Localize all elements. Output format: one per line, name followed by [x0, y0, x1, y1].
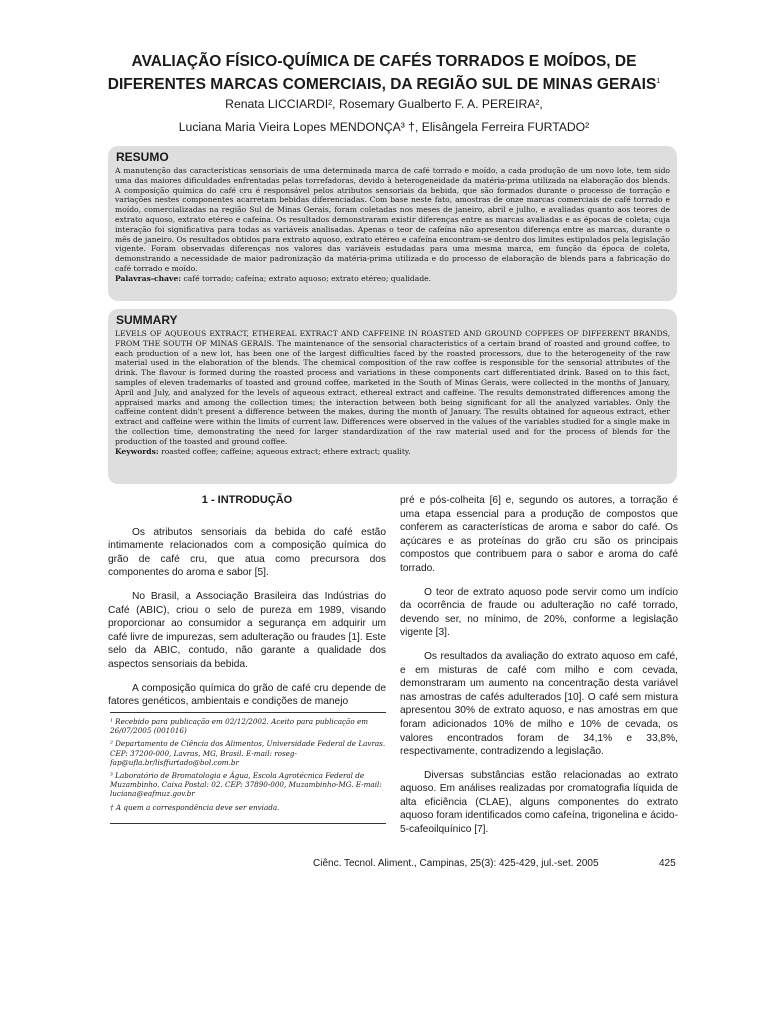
- page-number: 425: [659, 858, 676, 869]
- footnotes-divider: [110, 823, 386, 824]
- summary-box: [108, 309, 677, 484]
- title-footnote-mark: 1: [656, 78, 661, 85]
- right-paragraph-4: Diversas substâncias estão relacionadas ao extrato aquoso. Em análises realizadas por cromatografia líquida de alta eficiência (CLAE), alguns componentes do extrato aquoso foram identificados como cafeína, trigonelina e ácido-5-cafeoilquínico [7].: [400, 769, 678, 836]
- resumo-heading: RESUMO: [116, 150, 169, 164]
- left-paragraph-2: No Brasil, a Associação Brasileira das Indústrias do Café (ABIC), criou o selo de pureza em 1989, visando proporcionar ao consumidor a segurança em adquirir um café livre de impurezas, sem adulteração ou fraudes [1]. Este selo da ABIC, contudo, não garante a qualidade dos aspectos sensoriais da bebida.: [108, 590, 386, 670]
- title-line-1: AVALIAÇÃO FÍSICO-QUÍMICA DE CAFÉS TORRADOS E MOÍDOS, DE: [131, 53, 637, 70]
- summary-keywords: [108, 447, 677, 457]
- journal-citation: Ciênc. Tecnol. Aliment., Campinas, 25(3): 425-429, jul.-set. 2005: [313, 858, 599, 869]
- resumo-keywords: [108, 274, 677, 284]
- resumo-box: [108, 146, 677, 301]
- title-line-2: DIFERENTES MARCAS COMERCIAIS, DA REGIÃO SUL DE MINAS GERAIS$^1$: [107, 76, 661, 94]
- left-paragraph-3: A composição química do grão de café cru depende de fatores genéticos, ambientais e condições de manejo: [108, 682, 386, 708]
- right-paragraph-1: pré e pós-colheita [6] e, segundo os autores, a torração é uma etapa essencial para a produção de compostos que conferem as características de aroma e sabor do café. Os açúcares e as proteínas do grão cru são os principais compostos que contribuem para o sabor e aroma do café torrado.: [400, 495, 678, 574]
- footnote-4: † A quem a correspondência deve ser enviada.: [110, 802, 280, 812]
- right-column: [400, 494, 678, 847]
- section-heading-introducao: 1 - INTRODUÇÃO: [201, 494, 293, 506]
- paper-title: [60, 52, 708, 95]
- left-paragraph-1: Os atributos sensoriais da bebida do café estão intimamente relacionados com a composição química do grão de café cru, que atua como precursora dos componentes do aroma e sabor [5].: [108, 526, 386, 579]
- authors-line-2: Luciana Maria Vieira Lopes MENDONÇA³ †, Elisângela Ferreira FURTADO²: [178, 120, 590, 134]
- resumo-body: A manutenção das características sensoriais de uma determinada marca de café torrado e moído, a cada produção de um novo lote, tem sido uma das maiores dificuldades enfrentadas pelas torrefadoras, devido à heterogeneidade da matéria-prima utilizada na elaboração dos blends. A composição química do café cru é responsável pelos atributos sensoriais da bebida, que são formados durante o processo de torração e variações nestes componentes acarretam bebidas diferenciadas. Com base neste fato, amostras de onze marcas comerciais de café torrado e moído, comercializadas na região Sul de Minas Gerais, foram coletadas nos meses de janeiro, abril e julho, e avaliadas quanto aos teores de extrato aquoso, extrato etéreo e cafeína. Os resultados demonstraram existir diferenças entre as marcas avaliadas e as épocas de coleta; cuja interação foi significativa para todas as variáveis analisadas. Apenas o teor de cafeína não apresentou diferença entre as marcas, durante o mês de janeiro. Os resultados obtidos para extrato aquoso, extrato etéreo e cafeína encontram-se dentro dos limites estipulados pela legislação vigente. Foram observadas diferenças nos valores das variáveis estudadas para uma mesma marca, em função da época de coleta, demonstrando a necessidade de maior padronização da matéria-prima utilizada e do processo de elaboração de blends para a fabricação do café torrado e moído.: [115, 166, 670, 273]
- resumo-keywords-label: Palavras-chave:: [115, 273, 182, 283]
- resumo-keywords-text: café torrado; cafeína; extrato aquoso; extrato etéreo; qualidade.: [183, 273, 432, 283]
- summary-body: LEVELS OF AQUEOUS EXTRACT, ETHEREAL EXTRACT AND CAFFEINE IN ROASTED AND GROUND COFFEES OF DIFFERENT BRANDS, FROM THE SOUTH OF MINAS GERAIS. The maintenance of the sensorial characteristics of a certain brand of roasted and ground coffee, to each production of a new lot, has been one of the largest difficulties faced by the roasted processors, due to the heterogeneity of the raw material used in the elaboration of the blends. The chemical composition of the raw coffee is responsible for the sensorial attributes of the drink. The flavour is formed during the roasted process and variations in these components cart differentiated drink. Based on to this fact, samples of eleven trademarks of toasted and ground coffee, marketed in the South of Minas Gerais, were collected in the months of January, April and July, and analyzed for the levels of aqueous extract, ethereal extract and caffeine. The results demonstrated differences among the appraised marks and among the collection times; the interaction between both being significant for all the analyzed variables. Only the caffeine content didn't present a difference between the makes, during the month of January. The results obtained for aqueous extract, ether extract and caffeine were within the limits of current law. Differences were observed in the values of the variables studied for a single make in the collection time, demonstrating the need for larger standardization of the raw material used and for the process of blends for the production of the toasted and ground coffee.: [115, 329, 670, 446]
- authors-line-1: Renata LICCIARDI², Rosemary Gualberto F. A. PEREIRA²,: [225, 97, 543, 111]
- left-column: [108, 494, 386, 719]
- footnote-2: ² Departamento de Ciência dos Alimentos, Universidade Federal de Lavras. CEP: 37200-000, Lavras, MG, Brasil. E-mail: roseg-fap@ufla.br/lisffurtado@bol.com.br: [110, 739, 386, 767]
- footnote-3: ³ Laboratório de Bromatologia e Água, Escola Agrotécnica Federal de Muzambinho. Caixa Postal: 02. CEP: 37890-000, Muzambinho-MG. E-mail: luciana@eafmuz.gov.br: [110, 771, 382, 799]
- summary-keywords-text: roasted coffee; caffeine; aqueous extract; ethere extract; quality.: [161, 446, 411, 456]
- right-paragraph-2: O teor de extrato aquoso pode servir como um indício da ocorrência de fraude ou adulteração no café torrado, devendo ser, no mínimo, de 20%, conforme a legislação vigente [3].: [400, 586, 678, 639]
- footnotes: [110, 712, 386, 816]
- right-paragraph-3: Os resultados da avaliação do extrato aquoso em café, e em misturas de café com milho e com cevada, demonstraram um aumento na concentração desta variável nas amostras de cafés adulterados [10]. O café sem mistura apresentou 30% de extrato aquoso, e nas amostras em que foram adicionados 10% de milho e 10% de cevada, os valores encontrados foram de 34,1% e 33,8%, respectivamente, contradizendo a legislação.: [400, 650, 678, 758]
- summary-heading: SUMMARY: [116, 313, 178, 327]
- summary-keywords-label: Keywords:: [115, 446, 159, 456]
- footnote-1: ¹ Recebido para publicação em 02/12/2002. Aceito para publicação em 26/07/2005 (001016): [110, 717, 369, 736]
